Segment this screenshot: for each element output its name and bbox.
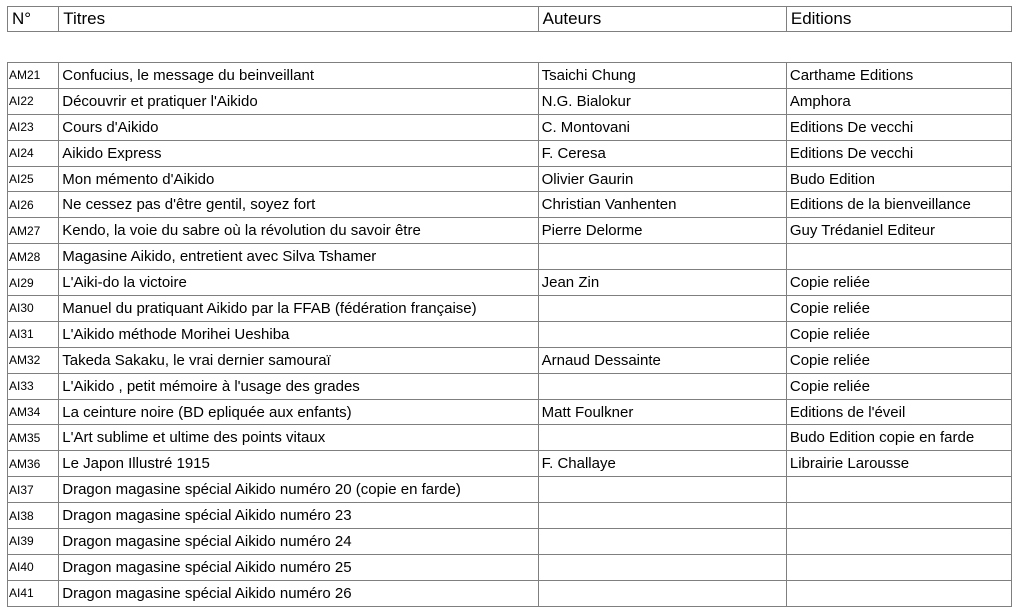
table-row xyxy=(8,580,1012,606)
table-row xyxy=(8,347,1012,373)
books-table-body xyxy=(8,63,1012,607)
cell-edition[interactable] xyxy=(786,580,1011,606)
cell-edition[interactable] xyxy=(786,529,1011,555)
cell-edition[interactable]: Editions de l'éveil xyxy=(786,399,1011,425)
cell-number[interactable]: AI31 xyxy=(8,321,59,347)
cell-edition[interactable]: Copie reliée xyxy=(786,347,1011,373)
table-row xyxy=(8,451,1012,477)
cell-author[interactable] xyxy=(538,296,786,322)
cell-number[interactable]: AI41 xyxy=(8,580,59,606)
table-row xyxy=(8,321,1012,347)
cell-title[interactable]: Magasine Aikido, entretient avec Silva Tshamer xyxy=(59,244,538,270)
table-row xyxy=(8,63,1012,89)
cell-title[interactable]: Ne cessez pas d'être gentil, soyez fort xyxy=(59,192,538,218)
header-row xyxy=(8,7,1012,32)
cell-title[interactable]: L'Art sublime et ultime des points vitaux xyxy=(59,425,538,451)
table-row xyxy=(8,399,1012,425)
cell-number[interactable]: AM28 xyxy=(8,244,59,270)
cell-number[interactable]: AI25 xyxy=(8,166,59,192)
cell-edition[interactable] xyxy=(786,477,1011,503)
cell-title[interactable]: Manuel du pratiquant Aikido par la FFAB (fédération française) xyxy=(59,296,538,322)
cell-number[interactable]: AI30 xyxy=(8,296,59,322)
cell-edition[interactable]: Copie reliée xyxy=(786,321,1011,347)
table-row xyxy=(8,296,1012,322)
cell-number[interactable]: AM36 xyxy=(8,451,59,477)
cell-author[interactable] xyxy=(538,529,786,555)
cell-author[interactable] xyxy=(538,503,786,529)
cell-edition[interactable]: Amphora xyxy=(786,88,1011,114)
cell-title[interactable]: Dragon magasine spécial Aikido numéro 25 xyxy=(59,554,538,580)
cell-title[interactable]: Takeda Sakaku, le vrai dernier samouraï xyxy=(59,347,538,373)
cell-author[interactable]: Christian Vanhenten xyxy=(538,192,786,218)
cell-author[interactable]: Matt Foulkner xyxy=(538,399,786,425)
cell-author[interactable]: Olivier Gaurin xyxy=(538,166,786,192)
table-row xyxy=(8,503,1012,529)
header-author[interactable]: Auteurs xyxy=(538,7,786,32)
table-row xyxy=(8,270,1012,296)
cell-title[interactable]: L'Aikido , petit mémoire à l'usage des grades xyxy=(59,373,538,399)
cell-edition[interactable]: Copie reliée xyxy=(786,270,1011,296)
books-table xyxy=(7,62,1012,607)
cell-number[interactable]: AI39 xyxy=(8,529,59,555)
cell-author[interactable]: F. Challaye xyxy=(538,451,786,477)
cell-title[interactable]: Kendo, la voie du sabre où la révolution du savoir être xyxy=(59,218,538,244)
cell-author[interactable]: F. Ceresa xyxy=(538,140,786,166)
cell-title[interactable]: Dragon magasine spécial Aikido numéro 20 (copie en farde) xyxy=(59,477,538,503)
cell-number[interactable]: AM21 xyxy=(8,63,59,89)
cell-edition[interactable]: Editions de la bienveillance xyxy=(786,192,1011,218)
cell-author[interactable] xyxy=(538,477,786,503)
cell-number[interactable]: AI37 xyxy=(8,477,59,503)
table-row xyxy=(8,192,1012,218)
table-row xyxy=(8,477,1012,503)
cell-edition[interactable] xyxy=(786,503,1011,529)
cell-edition[interactable] xyxy=(786,554,1011,580)
cell-number[interactable]: AM32 xyxy=(8,347,59,373)
header-edition[interactable]: Editions xyxy=(786,7,1011,32)
table-row xyxy=(8,373,1012,399)
cell-author[interactable] xyxy=(538,554,786,580)
cell-number[interactable]: AM35 xyxy=(8,425,59,451)
header-row-table xyxy=(7,6,1012,32)
table-row xyxy=(8,114,1012,140)
cell-number[interactable]: AM34 xyxy=(8,399,59,425)
cell-number[interactable]: AI26 xyxy=(8,192,59,218)
cell-edition[interactable]: Copie reliée xyxy=(786,296,1011,322)
cell-title[interactable]: Cours d'Aikido xyxy=(59,114,538,140)
cell-title[interactable]: La ceinture noire (BD epliquée aux enfants) xyxy=(59,399,538,425)
cell-title[interactable]: L'Aiki-do la victoire xyxy=(59,270,538,296)
cell-title[interactable]: Dragon magasine spécial Aikido numéro 26 xyxy=(59,580,538,606)
cell-title[interactable]: Confucius, le message du beinveillant xyxy=(59,63,538,89)
cell-number[interactable]: AM27 xyxy=(8,218,59,244)
table-row xyxy=(8,425,1012,451)
cell-edition[interactable]: Guy Trédaniel Editeur xyxy=(786,218,1011,244)
cell-author[interactable]: Tsaichi Chung xyxy=(538,63,786,89)
cell-title[interactable]: Dragon magasine spécial Aikido numéro 24 xyxy=(59,529,538,555)
cell-author[interactable] xyxy=(538,580,786,606)
cell-title[interactable]: Découvrir et pratiquer l'Aikido xyxy=(59,88,538,114)
cell-edition[interactable]: Copie reliée xyxy=(786,373,1011,399)
cell-number[interactable]: AI23 xyxy=(8,114,59,140)
cell-author[interactable]: C. Montovani xyxy=(538,114,786,140)
table-row xyxy=(8,529,1012,555)
cell-number[interactable]: AI40 xyxy=(8,554,59,580)
cell-edition[interactable]: Librairie Larousse xyxy=(786,451,1011,477)
cell-edition[interactable] xyxy=(786,244,1011,270)
cell-number[interactable]: AI24 xyxy=(8,140,59,166)
cell-author[interactable] xyxy=(538,244,786,270)
cell-title[interactable]: Dragon magasine spécial Aikido numéro 23 xyxy=(59,503,538,529)
cell-number[interactable]: AI33 xyxy=(8,373,59,399)
table-row xyxy=(8,166,1012,192)
cell-number[interactable]: AI38 xyxy=(8,503,59,529)
cell-author[interactable]: Pierre Delorme xyxy=(538,218,786,244)
table-row xyxy=(8,88,1012,114)
cell-title[interactable]: Aikido Express xyxy=(59,140,538,166)
cell-title[interactable]: Le Japon Illustré 1915 xyxy=(59,451,538,477)
cell-title[interactable]: Mon mémento d'Aikido xyxy=(59,166,538,192)
cell-edition[interactable]: Editions De vecchi xyxy=(786,114,1011,140)
cell-author[interactable] xyxy=(538,321,786,347)
cell-edition[interactable]: Editions De vecchi xyxy=(786,140,1011,166)
table-row xyxy=(8,244,1012,270)
cell-author[interactable]: Jean Zin xyxy=(538,270,786,296)
cell-author[interactable] xyxy=(538,425,786,451)
table-row xyxy=(8,554,1012,580)
cell-number[interactable]: AI29 xyxy=(8,270,59,296)
table-row xyxy=(8,140,1012,166)
cell-title[interactable]: L'Aikido méthode Morihei Ueshiba xyxy=(59,321,538,347)
header-number[interactable]: N° xyxy=(8,7,59,32)
cell-author[interactable]: Arnaud Dessainte xyxy=(538,347,786,373)
cell-author[interactable]: N.G. Bialokur xyxy=(538,88,786,114)
cell-edition[interactable]: Budo Edition xyxy=(786,166,1011,192)
cell-edition[interactable]: Carthame Editions xyxy=(786,63,1011,89)
header-title[interactable]: Titres xyxy=(59,7,538,32)
table-row xyxy=(8,218,1012,244)
cell-number[interactable]: AI22 xyxy=(8,88,59,114)
cell-edition[interactable]: Budo Edition copie en farde xyxy=(786,425,1011,451)
cell-author[interactable] xyxy=(538,373,786,399)
